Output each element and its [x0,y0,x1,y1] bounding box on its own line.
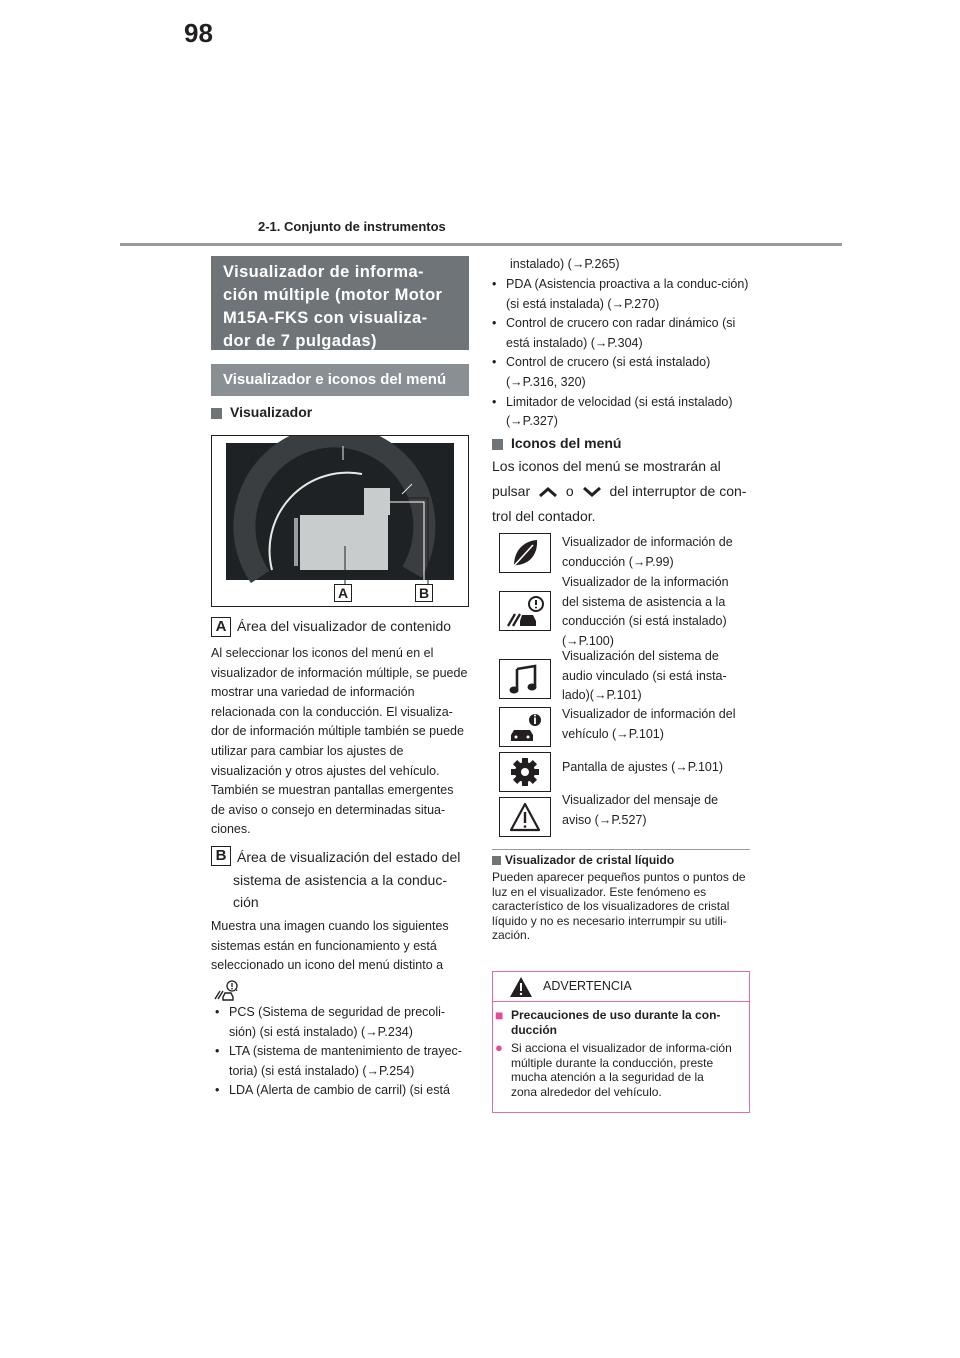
area-a-title [211,617,473,637]
warning-triangle-icon [509,976,533,998]
list-item-text: Control de crucero (si está instalado) (→P.316, 320) [506,355,711,389]
list-item-text: PDA (Asistencia proactiva a la conduc-ción) (si está instalada) (→P.270) [506,277,749,311]
vehicle-info-icon-box [499,707,551,747]
divider [492,849,750,850]
area-a-para1: Al seleccionar los iconos del menú en el visualizador de información múltiple, se puede mostrar una variedad de información relacionada con la conducción. El visualiza-dor de información múltiple también se puede utilizar para cambiar los ajustes de visualización y otros ajustes del vehículo. [211,646,468,778]
area-b-colon: : [235,980,239,994]
intro-pulsar: pulsar [492,483,531,499]
visualizador-heading-text: Visualizador [230,404,313,420]
area-b-label: B [211,846,231,866]
cristal-heading [492,853,674,867]
iconos-intro-line2 [492,479,754,504]
pink-dot-icon: ● [495,1040,503,1055]
iconos-heading [492,435,621,451]
iconos-intro-line1: Los iconos del menú se mostrarán al [492,458,721,474]
advertencia-box [492,971,750,1113]
list-item-text: LTA (sistema de mantenimiento de trayec-toria) (si está instalado) (→P.254) [229,1044,462,1078]
main-heading-text: Visualizador de informa- ción múltiple (motor Motor M15A-FKS con visualiza- dor de 7 pulgadas) [223,263,443,350]
icon-label-audio: Visualización del sistema de audio vinculado (si está insta-lado)(→P.101) [562,649,727,703]
music-note-icon-box [499,659,551,699]
header-rule [120,243,842,246]
advertencia-header [493,972,749,1002]
vehicle-info-icon [500,708,550,746]
cristal-heading-text: Visualizador de cristal líquido [505,853,675,867]
area-a-title-text: Área del visualizador de contenido [237,618,452,634]
icon-label-leaf: Visualizador de información de conducción (→P.99) [562,535,733,569]
system-list [211,1003,469,1101]
music-note-icon [500,660,550,698]
advertencia-title: ADVERTENCIA [543,979,632,993]
chevron-down-icon [580,485,604,499]
icon-label-vehicle: Visualizador de información del vehículo (→P.101) [562,707,736,741]
pink-square-icon: ■ [495,1007,504,1023]
warning-icon [500,798,550,836]
page-number: 98 [184,18,213,48]
list-item-text: Limitador de velocidad (si está instalado) (→P.327) [506,394,733,429]
list-item: • Control de crucero con radar dinámico (si está instalado) (→P.304) [492,316,736,350]
driver-assist-icon-box [499,591,551,631]
list-item: • LTA (sistema de mantenimiento de trayec-toria) (si está instalado) (→P.254) [215,1044,462,1078]
cristal-para: Pueden aparecer pequeños puntos o puntos de luz en el visualizador. Este fenómeno es característico de los visualizadores de cristal líquido y no es necesario interrumpir su utili-zación. [492,870,746,943]
gear-icon [500,753,550,791]
icon-label-settings: Pantalla de ajustes (→P.101) [562,760,723,774]
intro-o: o [565,483,574,499]
main-heading [211,256,469,350]
square-bullet-icon [492,439,503,450]
area-b-title [211,846,469,914]
display-figure [211,435,469,607]
iconos-intro [492,454,754,529]
callout-label-b: B [415,584,433,602]
warning-icon-box [499,797,551,837]
area-b-title-text: Área de visualización del estado del sistema de asistencia a la conduc-ción [233,849,461,910]
list-item: • LDA (Alerta de cambio de carril) (si está [215,1083,450,1098]
system-list-right [492,275,750,432]
list-item-text: LDA (Alerta de cambio de carril) (si está [229,1083,450,1098]
advertencia-heading [495,1008,741,1037]
square-bullet-icon [492,856,501,865]
driver-assist-icon [500,592,550,630]
iconos-intro-line3: trol del contador. [492,508,596,524]
sub-heading: Visualizador e iconos del menú [211,364,469,396]
advertencia-heading-text: Precauciones de uso durante la con-ducción [511,1008,721,1037]
list-item: • Control de crucero (si está instalado) (→P.316, 320) [492,355,711,389]
area-b-para: Muestra una imagen cuando los siguientes sistemas están en funcionamiento y está seleccionado un icono del menú distinto a [211,919,449,973]
area-a-label: A [211,617,231,637]
callout-label-a: A [334,584,352,602]
continued-text: instalado) (→P.265) [510,257,620,271]
iconos-heading-text: Iconos del menú [511,435,622,451]
leaf-icon-box [499,533,551,573]
icon-label-driver-assist: Visualizador de la información del sistema de asistencia a la conducción (si está instalado) (→P.100) [562,575,729,648]
list-item-text: Control de crucero con radar dinámico (si está instalado) (→P.304) [506,316,736,350]
area-b-icon-line [211,979,251,1001]
area-a-para2: También se muestran pantallas emergentes de aviso o consejo en determinadas situa-ciones. [211,783,454,837]
instrument-display-illustration [212,436,468,606]
chevron-up-icon [536,485,560,499]
leaf-icon [500,534,550,572]
list-item: • PCS (Sistema de seguridad de precoli-sión) (si está instalado) (→P.234) [215,1005,446,1039]
advertencia-text [495,1041,733,1099]
list-item-text: PCS (Sistema de seguridad de precoli-sión) (si está instalado) (→P.234) [229,1005,446,1039]
section-title: 2-1. Conjunto de instrumentos [258,219,446,234]
list-item: • PDA (Asistencia proactiva a la conduc-ción) (si está instalada) (→P.270) [492,277,749,311]
square-bullet-icon [211,408,222,419]
advertencia-text-body: Si acciona el visualizador de informa-ción múltiple durante la conducción, preste mucha atención a la seguridad de la zona alrededor del vehículo. [511,1041,732,1099]
gear-icon-box [499,752,551,792]
intro-interruptor: del interruptor de con- [609,483,747,499]
list-item: • Limitador de velocidad (si está instalado) (→P.327) [492,394,733,429]
icon-label-warning: Visualizador del mensaje de aviso (→P.527) [562,793,719,827]
visualizador-heading [211,404,312,420]
